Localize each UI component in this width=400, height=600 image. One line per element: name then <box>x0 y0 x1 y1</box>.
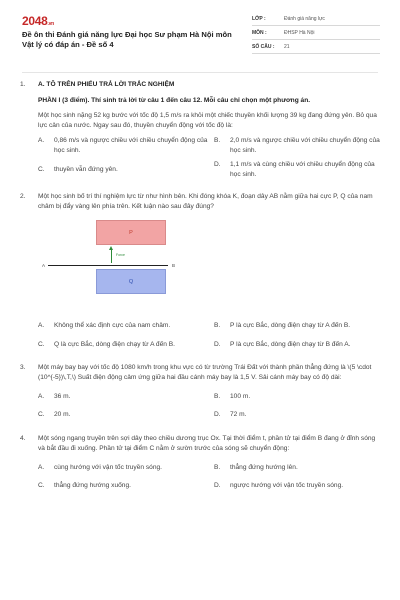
question-block <box>20 192 378 351</box>
answer-option[interactable] <box>214 340 384 350</box>
answer-option[interactable] <box>38 392 208 402</box>
option-key: D. <box>214 482 221 489</box>
info-label: SỐ CÂU : <box>252 44 275 50</box>
option-text: 0,86 m/s và ngược chiều với chiều chuyển động của học sinh. <box>54 137 208 154</box>
info-row-question-count <box>252 40 380 54</box>
option-key: B. <box>214 322 221 329</box>
answer-option[interactable] <box>214 321 384 331</box>
section-number: 1. <box>20 81 26 88</box>
option-text: 100 m. <box>230 393 251 400</box>
site-logo[interactable] <box>22 14 54 28</box>
option-text: P là cực Bắc, dòng điện chạy từ A đến B. <box>230 322 351 329</box>
question-text: Một sóng ngang truyền trên sợi dây theo chiều dương trục Ox. Tại thời điểm t, phần tử tại điểm B đang ở đỉnh sóng và bắt đầu đi xuống. Phần tử tại điểm C nằm ở sườn trước của sóng sẽ chuyển động: <box>38 435 376 452</box>
option-text: Không thể xác định cực của nam châm. <box>54 322 171 329</box>
option-key: B. <box>214 137 221 144</box>
section-block <box>20 80 378 182</box>
exam-title: Đề ôn thi Đánh giá năng lực Đại học Sư phạm Hà Nội môn Vật lý có đáp án - Đề số 4 <box>22 30 232 49</box>
header-divider <box>22 72 378 73</box>
option-key: C. <box>38 411 45 418</box>
option-text: P là cực Bắc, dòng điện chạy từ B đến A. <box>230 341 351 348</box>
exam-content <box>20 80 378 489</box>
question-number: 3. <box>20 364 26 371</box>
point-label: B <box>172 263 176 268</box>
info-row-class <box>252 12 380 26</box>
option-key: C. <box>38 341 45 348</box>
option-key: B. <box>214 393 221 400</box>
exam-header <box>0 0 400 66</box>
answer-options <box>38 136 378 182</box>
answer-option[interactable] <box>214 392 384 402</box>
question-block <box>20 434 378 489</box>
answer-option[interactable] <box>38 136 208 155</box>
magnet-figure <box>38 215 378 315</box>
option-key: D. <box>214 341 221 348</box>
question-number: 2. <box>20 193 26 200</box>
option-text: 2,0 m/s và ngược chiều với chiều chuyển động của học sinh. <box>230 137 380 154</box>
option-text: thẳng đứng hướng xuống. <box>54 482 131 489</box>
wire-ab <box>48 265 168 266</box>
option-key: D. <box>214 161 221 168</box>
option-text: 1,1 m/s và cùng chiều với chiều chuyển động của học sinh. <box>230 161 375 178</box>
answer-option[interactable] <box>214 160 384 179</box>
option-key: A. <box>38 322 45 329</box>
option-text: ngược hướng với vận tốc truyền sóng. <box>230 482 344 489</box>
option-text: thuyền vẫn đứng yên. <box>54 166 118 173</box>
exam-info-box <box>252 12 380 54</box>
answer-option[interactable] <box>214 463 384 473</box>
answer-option[interactable] <box>38 340 208 350</box>
pole-label: Q <box>128 279 134 285</box>
info-label: LỚP : <box>252 16 266 22</box>
section-title: A. TÔ TRÊN PHIẾU TRẢ LỜI TRẮC NGHIỆM <box>38 81 175 88</box>
answer-option[interactable] <box>214 481 384 491</box>
option-key: C. <box>38 482 45 489</box>
option-text: thẳng đứng hướng lên. <box>230 464 298 471</box>
answer-option[interactable] <box>38 463 208 473</box>
question-text: Một học sinh nặng 52 kg bước với tốc độ 1,5 m/s ra khỏi một chiếc thuyền khối lượng 39 kg đang đứng yên. Bỏ qua lực cản của nước. Ngay sau đó, thuyền chuyển động với tốc độ là: <box>38 112 377 129</box>
option-text: 36 m. <box>54 393 71 400</box>
info-row-subject <box>252 26 380 40</box>
logo-suffix: .vn <box>47 21 54 27</box>
question-text: Một học sinh bố trí thí nghiệm lực từ như hình bên. Khi đóng khóa K, đoạn dây AB nằm giữa hai cực P, Q của nam châm bị đẩy vàng lên phía trên. Kết luận nào sau đây đúng? <box>38 193 373 210</box>
answer-option[interactable] <box>38 321 208 331</box>
answer-option[interactable] <box>38 410 208 420</box>
question-block <box>20 363 378 418</box>
info-value: 21 <box>284 44 290 50</box>
answer-option[interactable] <box>214 136 384 155</box>
answer-options <box>38 388 378 418</box>
answer-option[interactable] <box>38 165 208 175</box>
option-key: A. <box>38 137 45 144</box>
answer-options <box>38 321 378 351</box>
magnet-pole-q <box>96 269 166 294</box>
option-key: B. <box>214 464 221 471</box>
question-number: 4. <box>20 435 26 442</box>
part-title: PHẦN I (3 điểm). Thí sinh trả lời từ câu 1 đến câu 12. Mỗi câu chỉ chọn một phương án. <box>38 96 311 104</box>
pole-label: P <box>129 230 133 236</box>
info-value: ĐHSP Hà Nội <box>284 30 315 36</box>
answer-option[interactable] <box>214 410 384 420</box>
info-value: Đánh giá năng lực <box>284 16 325 22</box>
magnet-pole-p <box>96 220 166 245</box>
option-key: A. <box>38 393 45 400</box>
question-text: Một máy bay bay với tốc độ 1080 km/h trong khu vực có từ trường Trái Đất với thành phần thẳng đứng là \(5 \cdot (10^{-5})\,T,\) Suất điện động cảm ứng giữa hai đầu cánh máy bay là 1,5 V. Sải cánh máy bay có độ dài: <box>38 364 372 381</box>
option-text: Q là cực Bắc, dòng điện chạy từ A đến B. <box>54 341 175 348</box>
option-key: C. <box>38 166 45 173</box>
answer-option[interactable] <box>38 481 208 491</box>
force-arrow <box>111 248 112 263</box>
answer-options <box>38 459 378 489</box>
option-key: A. <box>38 464 45 471</box>
logo-text: 2048 <box>22 14 48 28</box>
info-label: MÔN : <box>252 30 267 36</box>
option-text: cùng hướng với vận tốc truyền sóng. <box>54 464 162 471</box>
force-label: Force <box>116 253 125 257</box>
option-key: D. <box>214 411 221 418</box>
option-text: 72 m. <box>230 411 247 418</box>
option-text: 20 m. <box>54 411 71 418</box>
point-label: A <box>42 263 46 268</box>
